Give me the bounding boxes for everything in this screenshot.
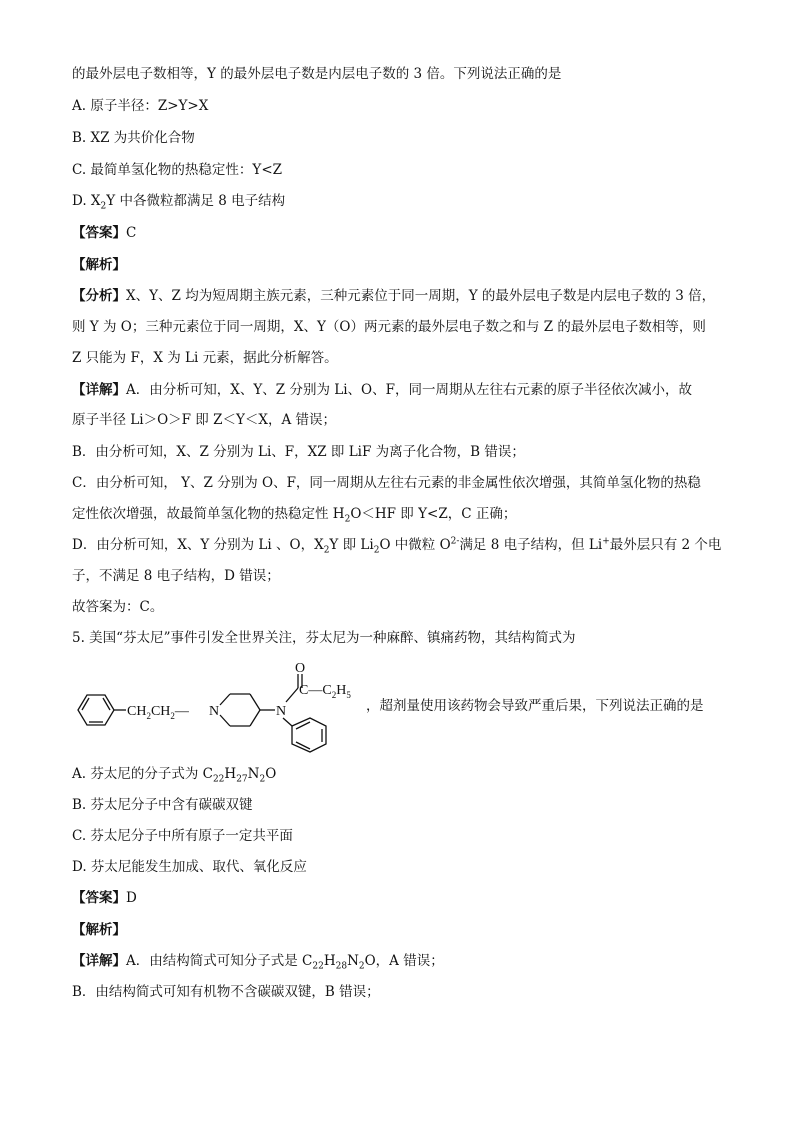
benzene-ring-n-phenyl: [292, 718, 326, 752]
q4-option-d: D. $X_2Y$ 中各微粒都满足 8 电子结构: [72, 193, 286, 212]
q5-answer: 【答案】D: [72, 890, 137, 906]
q4-fenxi-line1: 【分析】X、Y、Z 均为短周期主族元素，三种元素位于同一周期，Y 的最外层电子数是内层电子数的 3 倍，: [72, 288, 716, 304]
q5-detail-a: 【详解】A．由结构简式可知分子式是 $C_{22}H_{28}N_2O$，A 错误；: [72, 953, 444, 972]
q4-option-b: B. XZ 为共价化合物: [72, 130, 195, 146]
q5-stem: 5. 美国“芬太尼”事件引发全世界关注，芬太尼为一种麻醉、镇痛药物，其结构简式为: [72, 630, 576, 646]
q4-detail-b: B．由分析可知，X、Z 分别为 Li、F，XZ 即 LiF 为离子化合物，B 错误；: [72, 444, 525, 460]
amide-n-label: N: [276, 704, 287, 719]
q4-answer: 【答案】C: [72, 225, 137, 241]
bond-n-ph: [283, 718, 292, 726]
q5-analysis-tag: 【解析】: [72, 922, 126, 938]
q4-stem-tail: 的最外层电子数相等，Y 的最外层电子数是内层电子数的 3 倍。下列说法正确的是: [72, 66, 562, 82]
fentanyl-structure-diagram: [70, 660, 400, 756]
q4-conclusion: 故答案为：C。: [72, 599, 164, 615]
q4-detail-a-line2: 原子半径 Li＞O＞F 即 Z＜Y＜X，A 错误；: [72, 412, 337, 428]
q5-option-a: A. 芬太尼的分子式为 $C_{22}H_{27}N_2O$: [72, 766, 277, 785]
q4-fenxi-line2: 则 Y 为 O；三种元素位于同一周期，X、Y（O）两元素的最外层电子数之和与 Z 的最外层电子数相等，则: [72, 319, 706, 335]
q4-detail-c-line1: C．由分析可知， Y、Z 分别为 O、F，同一周期从左往右元素的非金属性依次增强，其简单氢化物的热稳: [72, 475, 701, 491]
q4-detail-d-line1: D．由分析可知，X、Y 分别为 Li 、O，$X_2Y$ 即 $Li_2O$ 中微粒 $O^{2-}$满足 8 电子结构，但 Li+最外层只有 2 个电: [72, 536, 722, 556]
q4-detail-a-line1: 【详解】A．由分析可知，X、Y、Z 分别为 Li、O、F，同一周期从左往右元素的原子半径依次减小，故: [72, 382, 692, 398]
q5-option-b: B. 芬太尼分子中含有碳碳双键: [72, 797, 253, 813]
piperidine-n-label: N: [209, 704, 220, 719]
carbonyl-o-label: O: [295, 661, 306, 676]
q4-detail-d-line2: 子，不满足 8 电子结构，D 错误；: [72, 568, 280, 584]
q4-option-c: C. 最简单氢化物的热稳定性：Y<Z: [72, 162, 283, 178]
answer-tag: 【答案】: [72, 890, 126, 906]
ch2ch2-label: $CH_2CH_2—$: [127, 704, 189, 721]
answer-tag: 【答案】: [72, 225, 126, 241]
q5-option-c: C. 芬太尼分子中所有原子一定共平面: [72, 828, 293, 844]
q4-detail-c-line2: 定性依次增强，故最简单氢化物的热稳定性 $H_2O<HF$ 即 Y<Z，C 正确；: [72, 506, 517, 525]
piperidine-ring: [220, 694, 260, 726]
ethyl-label: $C—C_2H_5$: [299, 683, 351, 700]
bond-n-c: [286, 688, 298, 702]
q4-analysis-tag: 【解析】: [72, 257, 126, 273]
q5-option-d: D. 芬太尼能发生加成、取代、氧化反应: [72, 859, 307, 875]
q4-option-a: A. 原子半径：Z>Y>X: [72, 98, 209, 114]
q5-stem-after: ，超剂量使用该药物会导致严重后果，下列说法正确的是: [366, 698, 704, 714]
q5-detail-b: B．由结构简式可知有机物不含碳碳双键，B 错误；: [72, 984, 380, 1000]
q4-fenxi-line3: Z 只能为 F，X 为 Li 元素，据此分析解答。: [72, 350, 338, 366]
benzene-ring-left: [78, 695, 114, 725]
